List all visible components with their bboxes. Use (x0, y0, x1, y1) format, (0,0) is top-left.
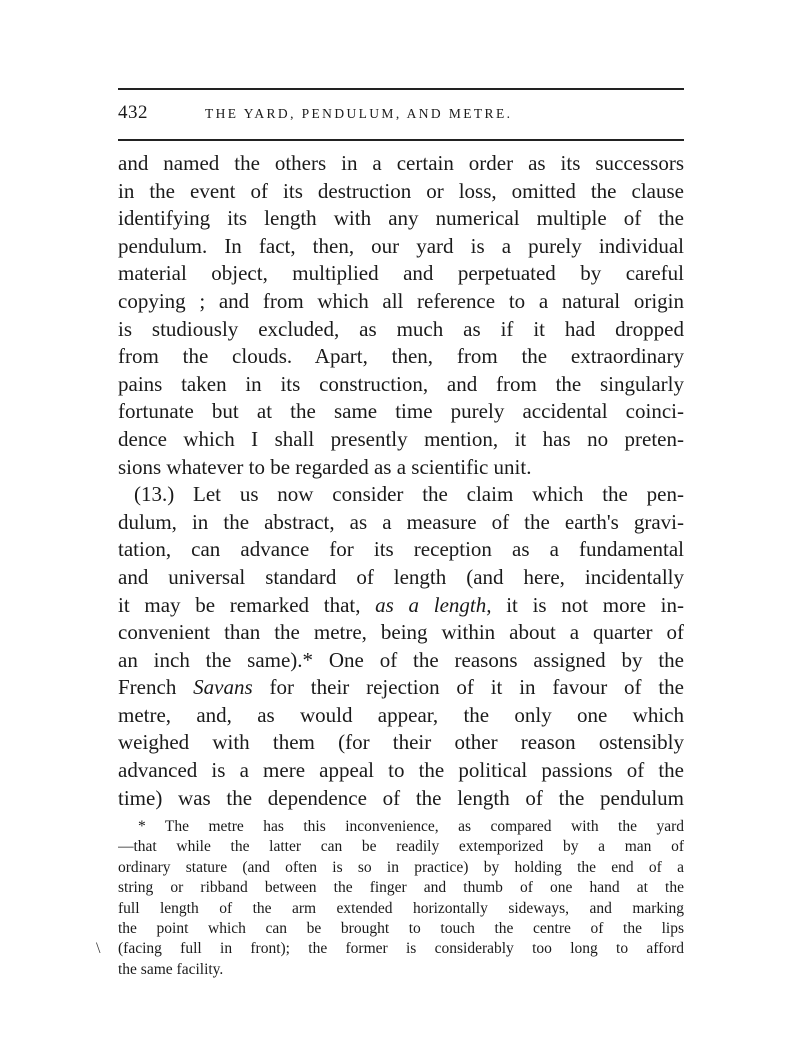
body-line: copying ; and from which all reference to a natural origin (118, 288, 684, 313)
italic-phrase: Savans (193, 675, 253, 700)
body-line-with-italic (118, 592, 684, 620)
body-line: fortunate but at the same time purely accidental coinci- (118, 399, 684, 424)
line-text-after: it is not more in- (491, 592, 684, 617)
paragraph-start-line: (13.) Let us now consider the claim which the pen- (134, 482, 684, 507)
body-line: in the event of its destruction or loss, omitted the clause (118, 178, 684, 203)
page-number: 432 (118, 102, 148, 123)
footnote-line: ordinary stature (and often is so in practice) by holding the end of a (118, 858, 684, 876)
body-line-with-italic (118, 674, 684, 702)
body-line: metre, and, as would appear, the only one which (118, 702, 684, 727)
body-text (118, 150, 684, 812)
body-line: is studiously excluded, as much as if it had dropped (118, 316, 684, 341)
header-rule-bottom (118, 139, 684, 141)
footnote-line: —that while the latter can be readily extemporized by a man of (118, 838, 684, 856)
line-text-before: French (118, 675, 194, 700)
body-line: dulum, in the abstract, as a measure of the earth's gravi- (118, 509, 684, 534)
footnote-line: the point which can be brought to touch the centre of the lips (118, 919, 684, 937)
line-text-after: for their rejection of it in favour of the (252, 675, 684, 700)
body-line: and named the others in a certain order as its successors (118, 151, 684, 175)
body-line: from the clouds. Apart, then, from the extraordinary (118, 344, 684, 369)
body-line: time) was the dependence of the length of the pendulum (118, 785, 684, 810)
body-line: and universal standard of length (and here, incidentally (118, 564, 684, 589)
footnote-line: the same facility. (118, 960, 224, 978)
header-rule-top (118, 88, 684, 90)
italic-phrase: as a length, (375, 592, 492, 617)
footnote-line: string or ribband between the finger and thumb of one hand at the (118, 879, 684, 897)
body-line: material object, multiplied and perpetuated by careful (118, 261, 684, 286)
footnote (118, 817, 684, 980)
margin-mark: \ (96, 940, 101, 957)
body-line: pains taken in its construction, and from the singularly (118, 371, 684, 396)
body-line: identifying its length with any numerical multiple of the (118, 206, 684, 231)
body-line: convenient than the metre, being within about a quarter of (118, 620, 684, 645)
footnote-line: full length of the arm extended horizontally sideways, and marking (118, 899, 684, 917)
body-line: tation, can advance for its reception as a fundamental (118, 537, 684, 562)
line-text-before: it may be remarked that, (118, 592, 376, 617)
running-title: THE YARD, PENDULUM, AND METRE. (205, 106, 513, 121)
body-line: advanced is a mere appeal to the political passions of the (118, 758, 684, 783)
body-line: pendulum. In fact, then, our yard is a purely individual (118, 233, 684, 258)
body-line: weighed with them (for their other reason ostensibly (118, 730, 684, 755)
footnote-line: * The metre has this inconvenience, as compared with the yard (138, 818, 684, 835)
footnote-line: (facing full in front); the former is considerably too long to afford (118, 940, 684, 958)
body-line: dence which I shall presently mention, it has no preten- (118, 426, 684, 451)
body-line: an inch the same).* One of the reasons assigned by the (118, 647, 684, 672)
body-line: sions whatever to be regarded as a scientific unit. (118, 454, 532, 479)
